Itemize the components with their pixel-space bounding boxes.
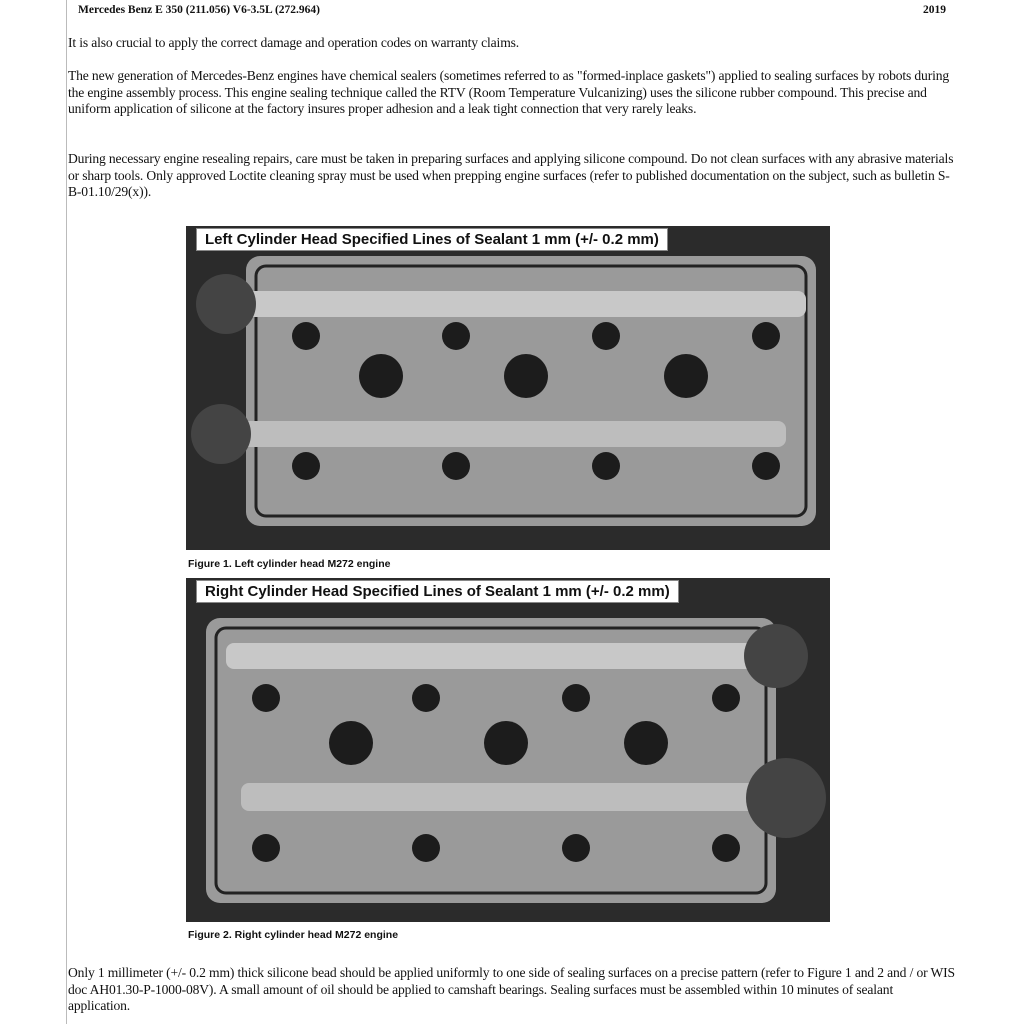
paragraph-bead-application: Only 1 millimeter (+/- 0.2 mm) thick silicone bead should be applied uniformly to one side of sealing surfaces on a precise pattern (refer to Figure 1 and 2 and / or WIS doc AH01.30-P-1000-08V). A small amount of oil should be applied to camshaft bearings. Sealing surfaces must be assembled within 10 minutes of sealant application. <box>68 965 955 1014</box>
figure-1-image <box>186 226 830 550</box>
left-cylinder-head-photo <box>186 226 830 550</box>
page-margin-rule <box>66 0 67 1024</box>
paragraph-warranty: It is also crucial to apply the correct damage and operation codes on warranty claims. <box>68 35 520 50</box>
figure-1-banner: Left Cylinder Head Specified Lines of Sealant 1 mm (+/- 0.2 mm) <box>196 228 668 251</box>
document-header-year: 2019 <box>923 4 946 16</box>
paragraph-resealing: During necessary engine resealing repairs, care must be taken in preparing surfaces and applying silicone compound. Do not clean surfaces with any abrasive materials or sharp tools. Only approved Loctite cleaning spray must be used when prepping engine surfaces (refer to published documentation on the subject, such as bulletin S-B-01.10/29(x)). <box>68 151 954 200</box>
right-cylinder-head-photo <box>186 578 830 922</box>
figure-2-banner: Right Cylinder Head Specified Lines of Sealant 1 mm (+/- 0.2 mm) <box>196 580 679 603</box>
figure-1-caption: Figure 1. Left cylinder head M272 engine <box>188 558 391 570</box>
document-header-title: Mercedes Benz E 350 (211.056) V6-3.5L (272.964) <box>78 4 321 16</box>
paragraph-sealers: The new generation of Mercedes-Benz engines have chemical sealers (sometimes referred to as "formed-inplace gaskets") applied to sealing surfaces by robots during the engine assembly process. This engine sealing technique called the RTV (Room Temperature Vulcanizing) uses the silicone rubber compound. This precise and uniform application of silicone at the factory insures proper adhesion and a leak tight connection that very rarely leaks. <box>68 68 949 117</box>
figure-2-caption: Figure 2. Right cylinder head M272 engine <box>188 929 399 941</box>
figure-2-image <box>186 578 830 922</box>
